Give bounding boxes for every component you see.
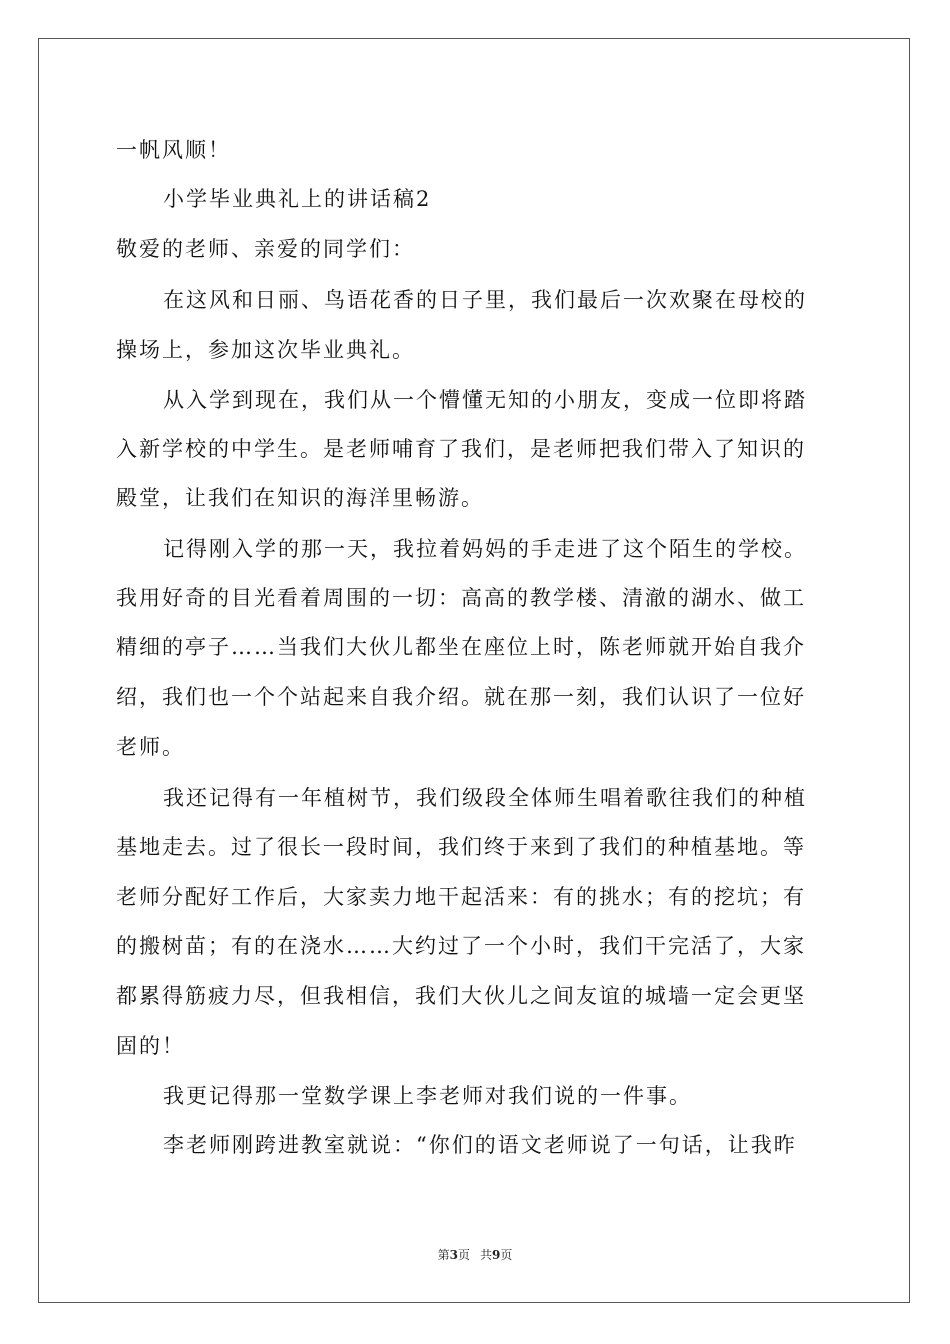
text-line: 从入学到现在，我们从一个懵懂无知的小朋友，变成一位即将踏	[163, 388, 807, 412]
text-line: 都累得筋疲力尽，但我相信，我们大伙儿之间友谊的城墙一定会更坚	[116, 984, 806, 1008]
text-line: 老师。	[116, 735, 185, 759]
text-line: 我更记得那一堂数学课上李老师对我们说的一件事。	[163, 1084, 692, 1108]
text-line: 李老师刚跨进教室就说：“你们的语文老师说了一句话，让我昨	[163, 1133, 797, 1157]
page-unit: 页	[457, 1248, 470, 1262]
page-prefix: 第	[437, 1248, 450, 1262]
total-unit: 页	[500, 1248, 513, 1262]
text-line: 我用好奇的目光看着周围的一切：高高的教学楼、清澈的湖水、做工	[116, 586, 806, 610]
page-number: 3	[449, 1248, 458, 1262]
text-line: 记得刚入学的那一天，我拉着妈妈的手走进了这个陌生的学校。	[163, 537, 807, 561]
text-line: 的搬树苗；有的在浇水……大约过了一个小时，我们干完活了，大家	[116, 934, 806, 958]
page-footer	[0, 1247, 950, 1263]
text-line: 操场上，参加这次毕业典礼。	[116, 338, 415, 362]
text-line: 基地走去。过了很长一段时间，我们终于来到了我们的种植基地。等	[116, 835, 806, 859]
text-line: 我还记得有一年植树节，我们级段全体师生唱着歌往我们的种植	[163, 786, 807, 810]
page-total: 9	[492, 1248, 501, 1262]
total-prefix: 共	[480, 1248, 493, 1262]
section-title: 小学毕业典礼上的讲话稿2	[163, 187, 432, 211]
page-border	[38, 38, 910, 1303]
text-line: 固的！	[116, 1034, 185, 1058]
text-line: 在这风和日丽、鸟语花香的日子里，我们最后一次欢聚在母校的	[163, 288, 807, 312]
text-line: 入新学校的中学生。是老师哺育了我们，是老师把我们带入了知识的	[116, 437, 806, 461]
text-line: 殿堂，让我们在知识的海洋里畅游。	[116, 486, 484, 510]
text-line: 精细的亭子……当我们大伙儿都坐在座位上时，陈老师就开始自我介	[116, 635, 806, 659]
text-line: 一帆风顺！	[116, 138, 231, 162]
salutation: 敬爱的老师、亲爱的同学们：	[116, 237, 415, 261]
text-line: 老师分配好工作后，大家卖力地干起活来：有的挑水；有的挖坑；有	[116, 885, 806, 909]
text-line: 绍，我们也一个个站起来自我介绍。就在那一刻，我们认识了一位好	[116, 685, 806, 709]
